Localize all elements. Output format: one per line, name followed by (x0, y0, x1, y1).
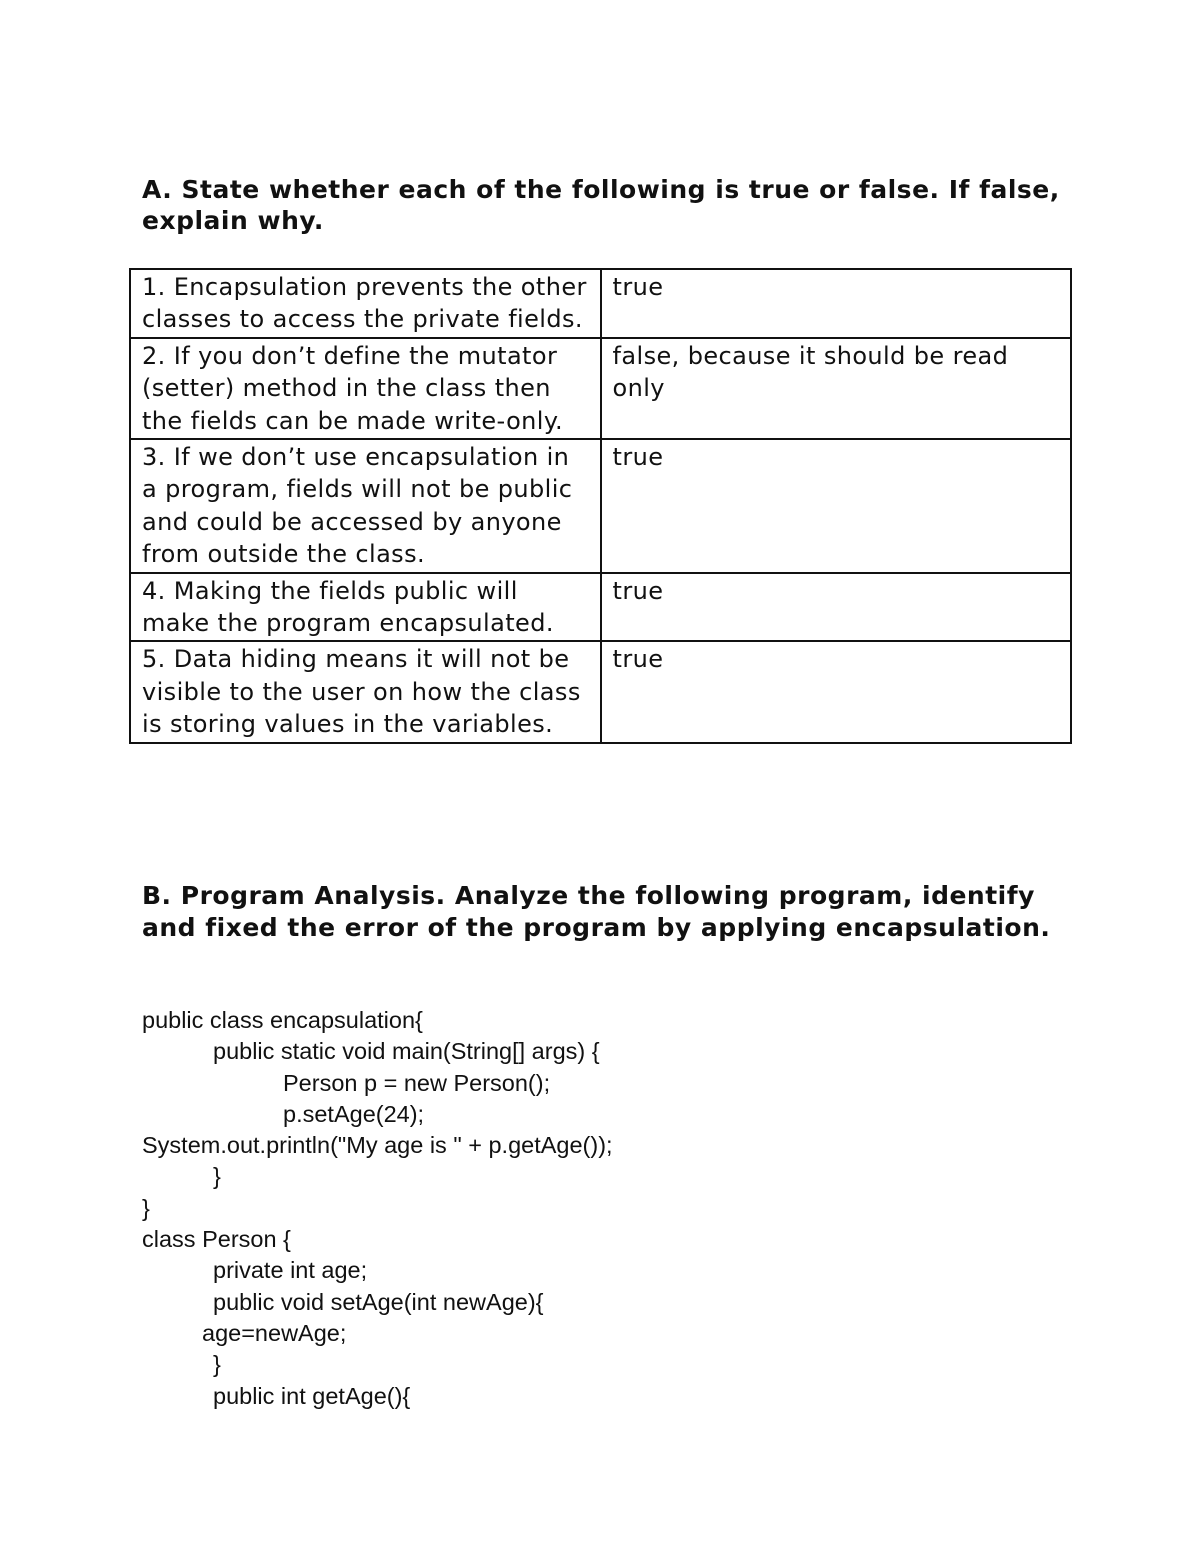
section-b-heading: B. Program Analysis. Analyze the following program, identify and fixed the error of the program by applying encapsulation. (142, 881, 1051, 942)
code-line: public void setAge(int newAge){ (213, 1288, 544, 1315)
code-line: private int age; (213, 1257, 368, 1284)
statement-cell: 4. Making the fields public will make the program encapsulated. (130, 573, 601, 642)
answer-cell: false, because it should be read only (601, 338, 1071, 439)
statement-cell: 3. If we don’t use encapsulation in a program, fields will not be public and could be accessed by anyone from outside the class. (130, 439, 601, 573)
table-row (130, 439, 1071, 573)
table-row (130, 641, 1071, 742)
table-row (130, 338, 1071, 439)
code-line: public class encapsulation{ (142, 1007, 423, 1033)
statement-cell: 5. Data hiding means it will not be visible to the user on how the class is storing values in the variables. (130, 641, 601, 742)
code-line: public static void main(String[] args) { (213, 1038, 600, 1065)
code-line: age=newAge; (202, 1319, 347, 1346)
answer-cell: true (601, 269, 1071, 338)
code-line: class Person { (142, 1226, 291, 1253)
code-listing (142, 1005, 1102, 1412)
true-false-table (129, 268, 1072, 744)
answer-cell: true (601, 573, 1071, 642)
code-line: } (213, 1163, 221, 1190)
answer-cell: true (601, 641, 1071, 742)
section-a-heading: A. State whether each of the following is true or false. If false, explain why. (142, 175, 1060, 235)
statement-cell: 1. Encapsulation prevents the other classes to access the private fields. (130, 269, 601, 338)
statement-cell: 2. If you don’t define the mutator (setter) method in the class then the fields can be made write-only. (130, 338, 601, 439)
code-line: } (142, 1194, 150, 1221)
answer-cell: true (601, 439, 1071, 573)
table-row (130, 269, 1071, 338)
table-row (130, 573, 1071, 642)
code-line: } (213, 1351, 221, 1378)
code-line: System.out.println("My age is " + p.getAge()); (142, 1132, 613, 1159)
code-line: public int getAge(){ (213, 1382, 411, 1409)
code-line: Person p = new Person(); (283, 1069, 551, 1096)
code-line: p.setAge(24); (283, 1100, 425, 1127)
